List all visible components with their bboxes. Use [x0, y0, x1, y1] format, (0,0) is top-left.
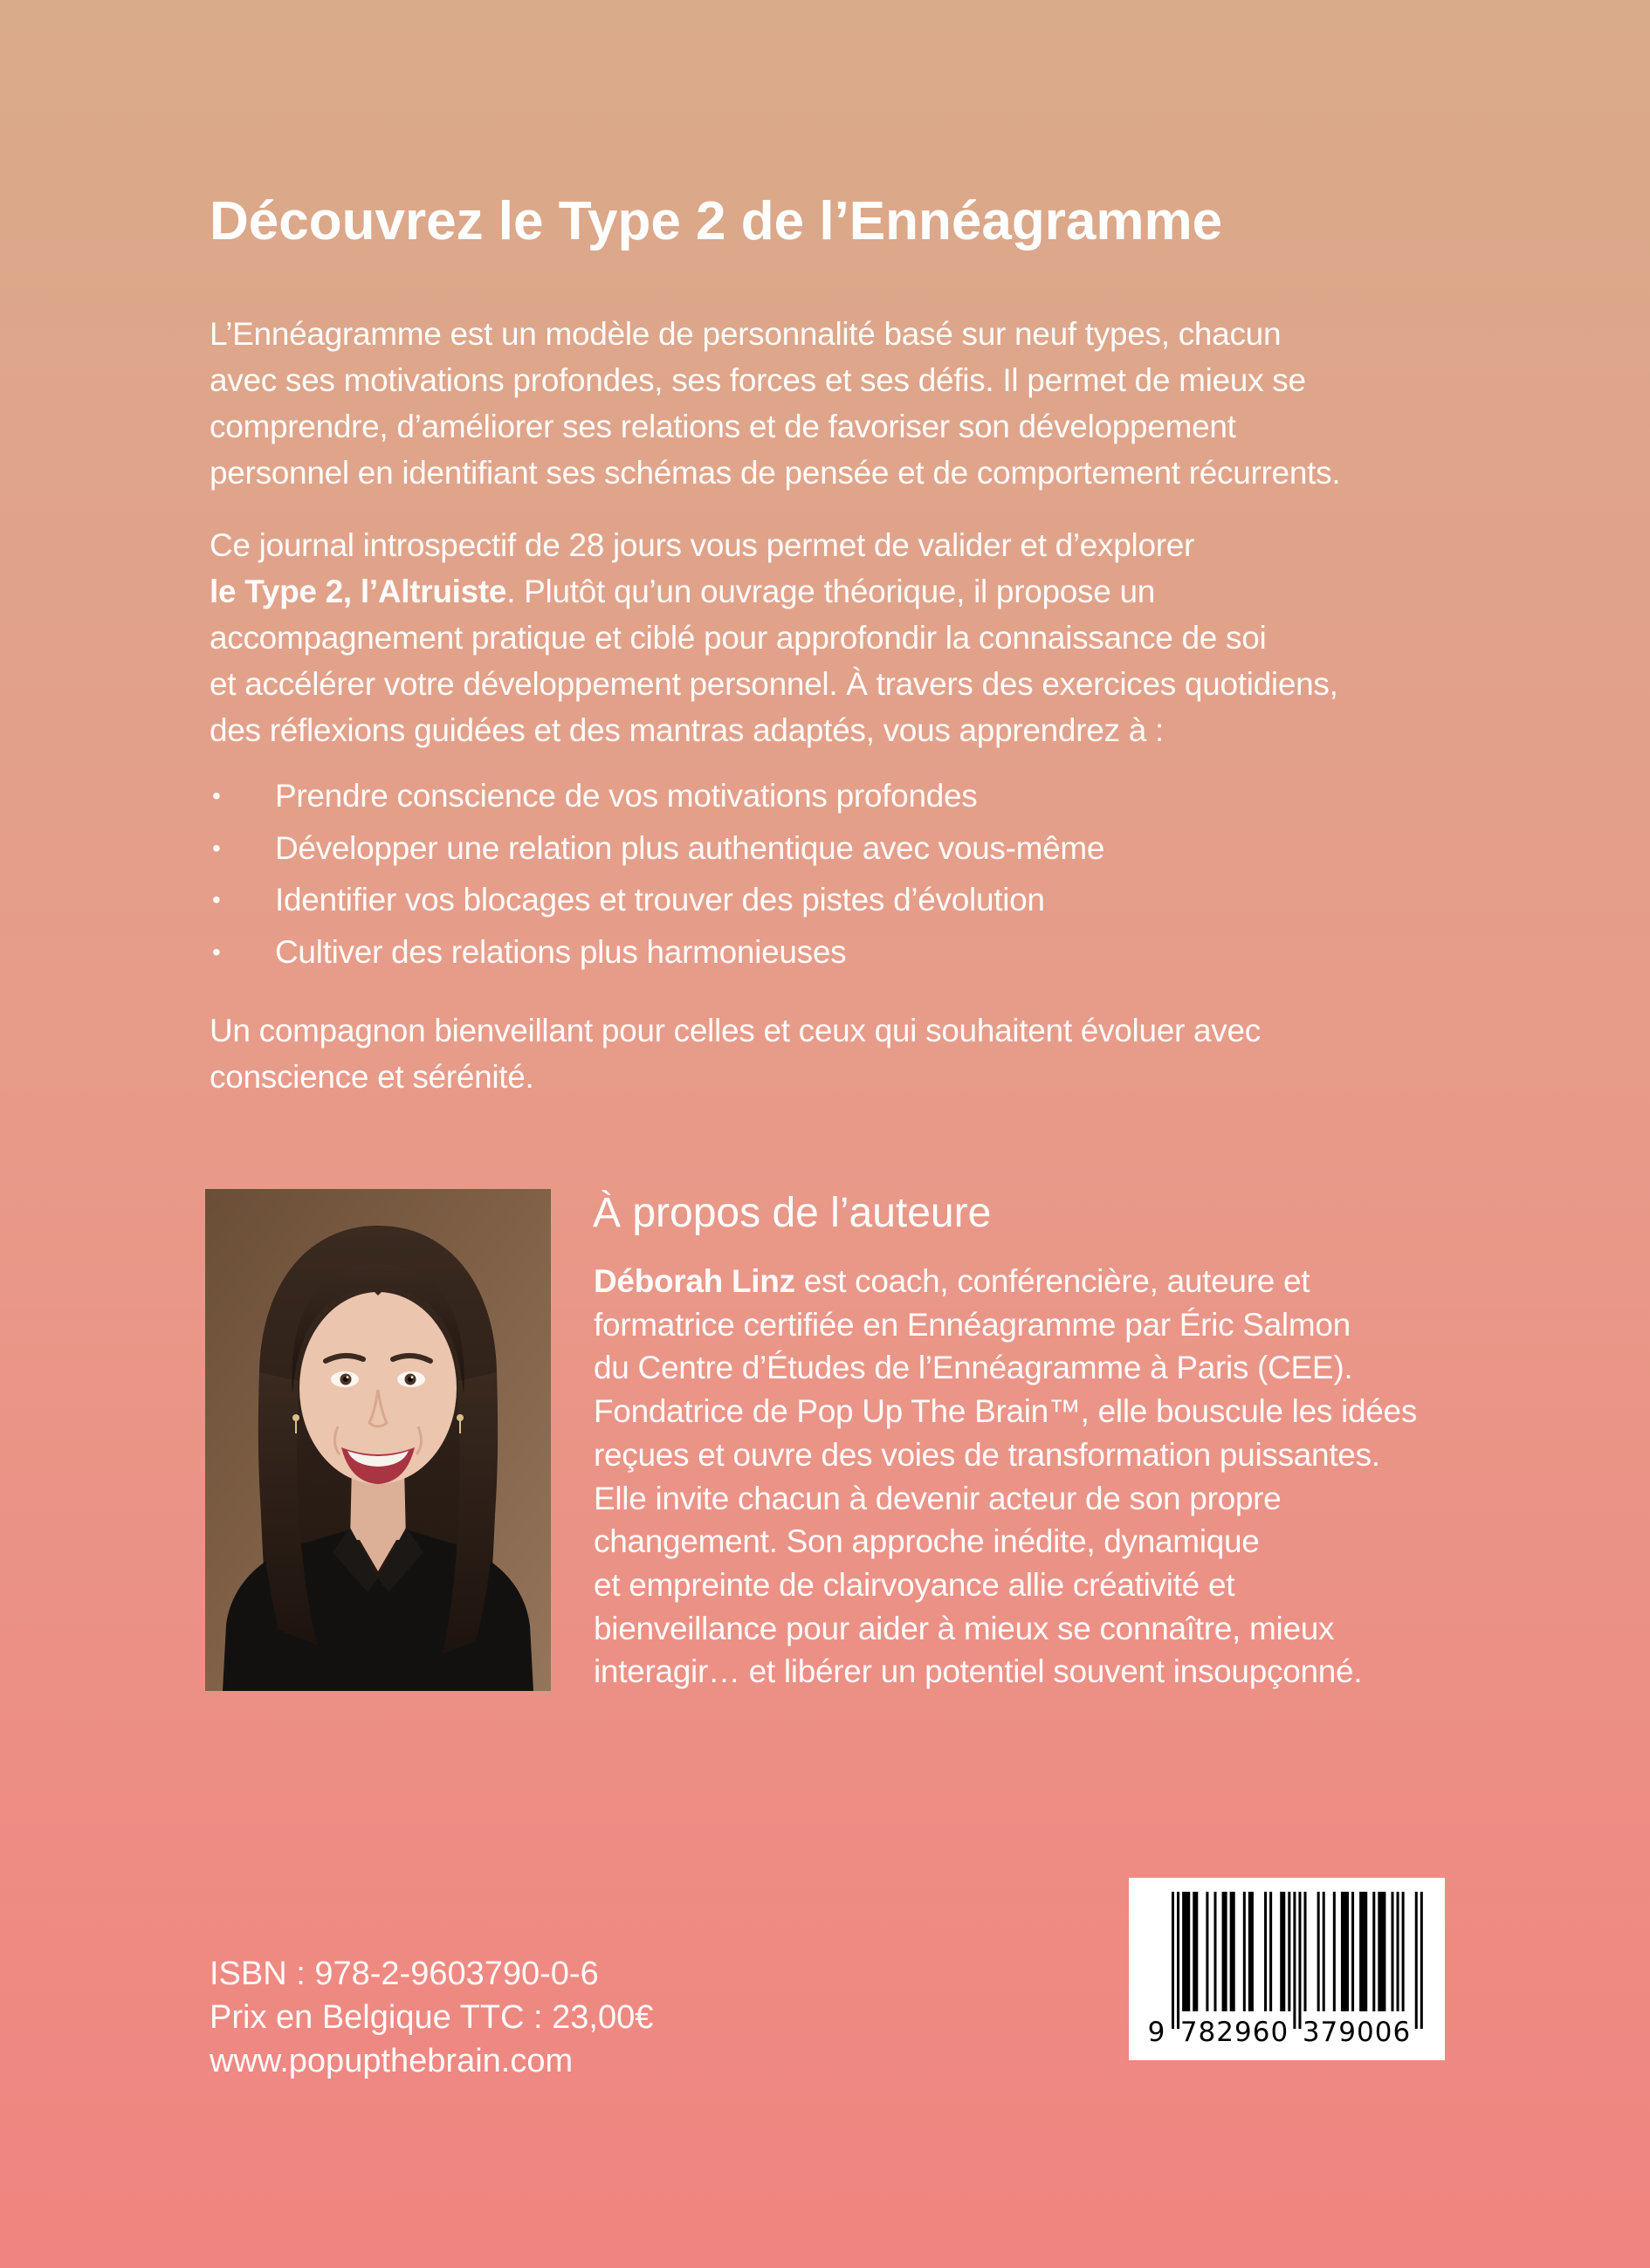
text-line: L’Ennéagramme est un modèle de personnalité basé sur neuf types, chacun: [210, 316, 1282, 352]
text-line: reçues et ouvre des voies de transformation puissantes.: [594, 1436, 1380, 1473]
text-line: interagir… et libérer un potentiel souvent insoupçonné.: [594, 1653, 1363, 1690]
ean13-barcode: [1129, 1878, 1445, 2060]
author-portrait-illustration: [205, 1189, 551, 1691]
text-line: changement. Son approche inédite, dynamique: [594, 1523, 1260, 1560]
bullet-icon: •: [212, 782, 221, 809]
text-line: Ce journal introspectif de 28 jours vous permet de valider et d’explorer: [210, 527, 1195, 563]
bullet-icon: •: [212, 938, 221, 966]
author-bio: [594, 1260, 1417, 1694]
text-line: du Centre d’Études de l’Ennéagramme à Paris (CEE).: [594, 1350, 1353, 1386]
text-line: comprendre, d’améliorer ses relations et de favoriser son développement: [210, 409, 1236, 444]
text-line: accompagnement pratique et ciblé pour approfondir la connaissance de soi: [210, 620, 1267, 656]
text-line: et accélérer votre développement personnel. À travers des exercices quotidiens,: [210, 666, 1338, 702]
list-item: [212, 822, 1104, 875]
benefits-list: [212, 770, 1104, 978]
text-line: Fondatrice de Pop Up The Brain™, elle bouscule les idées: [594, 1393, 1418, 1430]
text-line: conscience et sérénité.: [210, 1059, 534, 1095]
text-line: Déborah Linz est coach, conférencière, auteure et: [594, 1263, 1310, 1299]
journal-paragraph: [210, 522, 1338, 753]
closing-paragraph: [210, 1007, 1261, 1100]
author-photo: [205, 1189, 551, 1691]
text-line: avec ses motivations profondes, ses forces et ses défis. Il permet de mieux se: [210, 362, 1306, 398]
text-line: des réflexions guidées et des mantras adaptés, vous apprendrez à :: [210, 712, 1164, 748]
text-line: Un compagnon bienveillant pour celles et ceux qui souhaitent évoluer avec: [210, 1013, 1261, 1048]
barcode-digit-group-1: 9: [1147, 2017, 1166, 2048]
website-url: www.popupthebrain.com: [210, 2043, 574, 2079]
bullet-icon: •: [212, 886, 221, 913]
intro-paragraph: [210, 311, 1340, 496]
bullet-text: Cultiver des relations plus harmonieuses: [275, 933, 847, 970]
bullet-text: Prendre conscience de vos motivations profondes: [275, 778, 978, 814]
text-line: et empreinte de clairvoyance allie créativité et: [594, 1566, 1235, 1603]
text-line: formatrice certifiée en Ennéagramme par Éric Salmon: [594, 1306, 1351, 1343]
text-line: personnel en identifiant ses schémas de pensée et de comportement récurrents.: [210, 455, 1341, 491]
price-text: Prix en Belgique TTC : 23,00€: [210, 1999, 654, 2036]
page-title: Découvrez le Type 2 de l’Ennéagramme: [210, 191, 1223, 251]
isbn-text: ISBN : 978-2-9603790-0-6: [210, 1955, 599, 1992]
publication-info: [210, 1952, 653, 2083]
list-item: [212, 926, 1104, 979]
list-item: [212, 770, 1104, 822]
bullet-text: Identifier vos blocages et trouver des pistes d’évolution: [275, 882, 1045, 918]
about-author-heading: À propos de l’auteure: [593, 1190, 992, 1236]
barcode: [1129, 1878, 1445, 2060]
text-line: Elle invite chacun à devenir acteur de son propre: [594, 1480, 1282, 1516]
bullet-icon: •: [212, 834, 221, 862]
text-line: le Type 2, l’Altruiste. Plutôt qu’un ouvrage théorique, il propose un: [210, 574, 1156, 609]
list-item: [212, 874, 1104, 926]
barcode-digit-group-3: 379006: [1302, 2017, 1412, 2048]
bullet-text: Développer une relation plus authentique avec vous-même: [275, 829, 1105, 866]
barcode-digit-group-2: 782960: [1179, 2017, 1289, 2048]
text-line: bienveillance pour aider à mieux se connaître, mieux: [594, 1610, 1335, 1646]
